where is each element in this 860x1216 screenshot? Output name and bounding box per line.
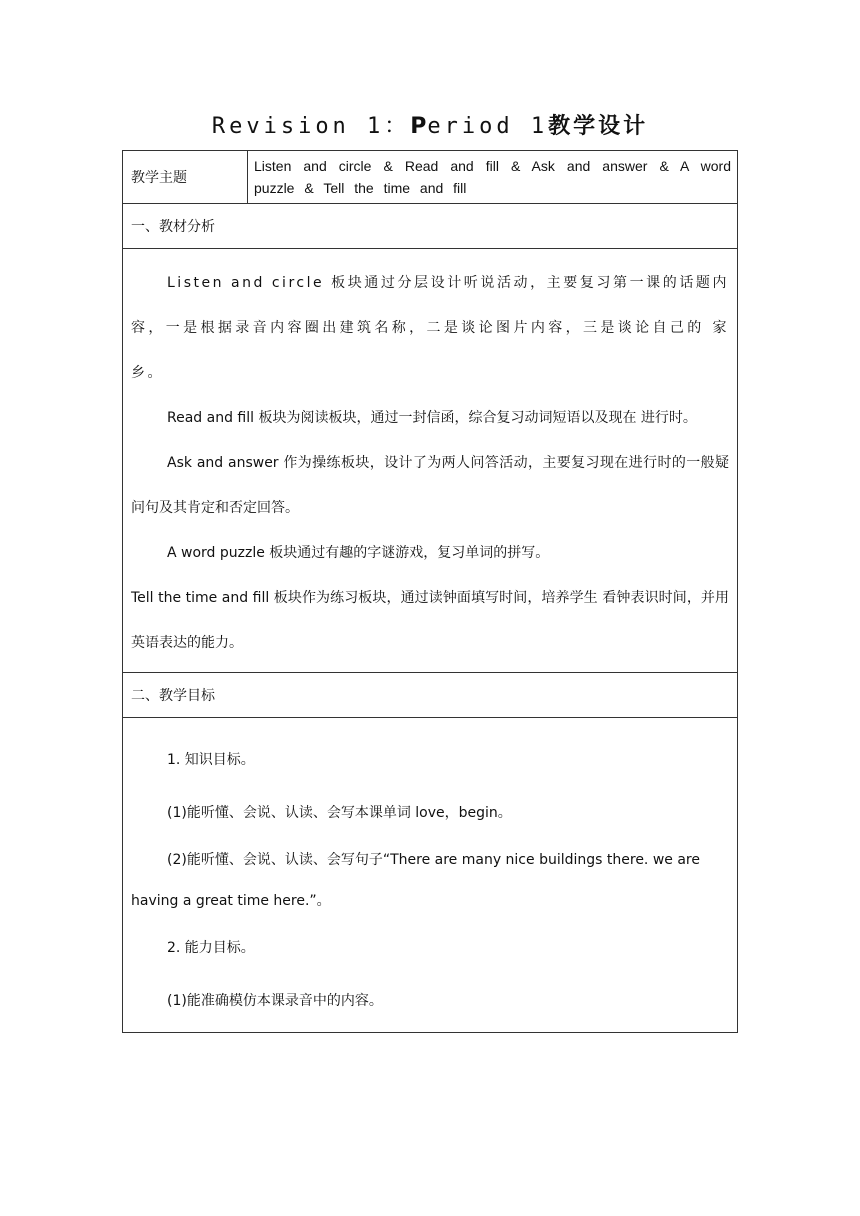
topic-label: 教学主题: [123, 151, 248, 204]
title-part-2: P: [410, 114, 428, 139]
analysis-paragraph: Listen and circle 板块通过分层设计听说活动，主要复习第一课的话题内容，一是根据录音内容圈出建筑名称，二是谈论图片内容，三是谈论自己的 家乡。: [131, 275, 729, 381]
analysis-body: [123, 249, 738, 673]
goal-item: 2. 能力目标。: [167, 940, 255, 956]
analysis-paragraph: Tell the time and fill 板块作为练习板块，通过读钟面填写时间，培养学生 看钟表识时间，并用英语表达的能力。: [131, 590, 729, 651]
analysis-paragraph: Read and fill 板块为阅读板块，通过一封信函，综合复习动词短语以及现在 进行时。: [167, 410, 697, 426]
goal-item: (1)能听懂、会说、认读、会写本课单词 love，begin。: [167, 805, 512, 821]
analysis-row: [123, 249, 738, 673]
analysis-paragraph: Ask and answer 作为操练板块，设计了为两人问答活动，主要复习现在进行时的一般疑问句及其肯定和否定回答。: [131, 455, 729, 516]
section-title-analysis: 一、教材分析: [123, 204, 738, 249]
topic-row: [123, 151, 738, 204]
title-part-3: eriod 1: [427, 114, 549, 139]
goals-row: [123, 718, 738, 1033]
goal-item: (1)能准确模仿本课录音中的内容。: [167, 993, 383, 1009]
topic-value: Listen and circle & Read and fill & Ask and answer & A word puzzle & Tell the time and fill: [248, 151, 738, 204]
title-part-4: 教学设计: [548, 114, 649, 139]
section-title-goals: 二、教学目标: [123, 673, 738, 718]
goals-body: [123, 718, 738, 1033]
document-title: [0, 112, 860, 142]
lesson-plan-table: [122, 150, 738, 1033]
analysis-paragraph: A word puzzle 板块通过有趣的字谜游戏，复习单词的拼写。: [167, 545, 550, 561]
goal-item: (2)能听懂、会说、认读、会写句子“There are many nice buildings there. we are having a great time here.”。: [131, 852, 700, 909]
section-row-analysis: [123, 204, 738, 249]
title-part-1: Revision 1：: [211, 114, 411, 139]
goal-item: 1. 知识目标。: [167, 752, 255, 768]
section-row-goals: [123, 673, 738, 718]
